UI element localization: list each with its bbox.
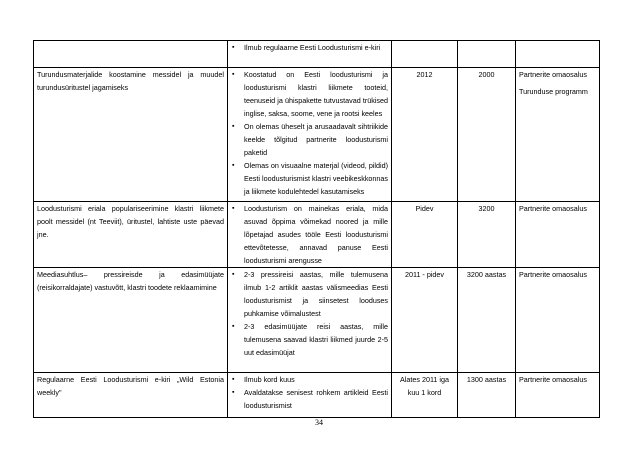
expected-results-cell <box>228 373 392 418</box>
table-row <box>34 268 600 373</box>
bullet-icon: ▪ <box>232 376 235 383</box>
list-item-text: Loodusturism on mainekas eriala, mida asuvad õppima võimekad noored ja mille lõpetajad asudes tööle Eesti loodusturismi ettevõtetesse, annavad panuse Eesti loodusturismi arengusse <box>244 204 388 265</box>
funding-source-cell <box>516 41 600 68</box>
cost-cell: 3200 aastas <box>458 268 516 373</box>
bullet-icon: ▪ <box>232 123 235 130</box>
timeframe-cell: Pidev <box>392 202 458 268</box>
list-item-text: On olemas üheselt ja arusaadavalt sihtriikide keelde tõlgitud partnerite loodusturismi paketid <box>244 122 388 157</box>
funding-source-cell <box>516 373 600 418</box>
cost-cell: 2000 <box>458 68 516 202</box>
table-row <box>34 202 600 268</box>
timeframe-cell: 2012 <box>392 68 458 202</box>
list-item <box>231 41 388 54</box>
expected-results-cell <box>228 41 392 68</box>
page-number: 34 <box>315 418 323 427</box>
timeframe-cell: Alates 2011 iga kuu 1 kord <box>392 373 458 418</box>
result-list <box>231 68 388 198</box>
funding-source-text: Partnerite omaosalus <box>519 204 587 213</box>
timeframe-cell <box>392 41 458 68</box>
bullet-icon: ▪ <box>232 389 235 396</box>
activity-description-cell: Loodusturismi eriala populariseerimine klastri liikmete poolt messidel (nt Teeviit), üritustel, lahtiste uste päevad jne. <box>34 202 228 268</box>
list-item-text: Koostatud on Eesti loodusturismi ja loodusturismi klastri liikmete tooteid, teenuseid ja ühispakette tutvustavad trükised inglise, saksa, soome, vene ja rootsi keeles <box>244 70 388 118</box>
list-item-text: Olemas on visuaalne materjal (videod, pildid) Eesti loodusturismist klastri veebikeskkonnas ja liikmete kodulehtedel kasutamiseks <box>244 161 388 196</box>
expected-results-cell <box>228 268 392 373</box>
activity-description-cell: Regulaarne Eesti Loodusturismi e-kiri „Wild Estonia weekly" <box>34 373 228 418</box>
list-item <box>231 202 388 267</box>
action-plan-table <box>33 40 600 418</box>
activity-description-cell: Meediasuhtlus– pressireisde ja edasimüüjate (reisikorraldajate) vastuvõtt, klastri toodete reklaamimine <box>34 268 228 373</box>
expected-results-cell <box>228 202 392 268</box>
table-row <box>34 41 600 68</box>
funding-source-cell <box>516 202 600 268</box>
funding-source-cell <box>516 268 600 373</box>
cost-cell <box>458 41 516 68</box>
result-list <box>231 41 388 54</box>
funding-source-text: Partnerite omaosalus <box>519 70 587 79</box>
activity-description-cell: Turundusmaterjalide koostamine messidel ja muudel turundusüritustel jagamiseks <box>34 68 228 202</box>
funding-source-text: Turunduse programm <box>519 87 588 96</box>
result-list <box>231 268 388 359</box>
bullet-icon: ▪ <box>232 271 235 278</box>
table-row <box>34 373 600 418</box>
expected-results-cell <box>228 68 392 202</box>
funding-source-text: Partnerite omaosalus <box>519 375 587 384</box>
list-item <box>231 386 388 412</box>
list-item-text: 2-3 edasimüüjate reisi aastas, mille tulemusena saavad klastri liikmed juurde 2-5 uut edasimüüjat <box>244 322 388 357</box>
timeframe-cell: 2011 - pidev <box>392 268 458 373</box>
activity-description-cell <box>34 41 228 68</box>
table-row <box>34 68 600 202</box>
list-item <box>231 268 388 320</box>
cost-cell: 3200 <box>458 202 516 268</box>
list-item <box>231 159 388 198</box>
list-item-text: Ilmub regulaarne Eesti Loodusturismi e-kiri <box>244 43 381 52</box>
bullet-icon: ▪ <box>232 162 235 169</box>
list-item <box>231 68 388 120</box>
list-item-text: 2-3 pressireisi aastas, mille tulemusena ilmub 1-2 artiklit aastas välismeedias Eesti loodusturismist ja siinsetest looduses puhkamise võimalustest <box>244 270 388 318</box>
funding-source-text: Partnerite omaosalus <box>519 270 587 279</box>
list-item <box>231 373 388 386</box>
bullet-icon: ▪ <box>232 71 235 78</box>
bullet-icon: ▪ <box>232 205 235 212</box>
list-item-text: Ilmub kord kuus <box>244 375 295 384</box>
bullet-icon: ▪ <box>232 323 235 330</box>
list-item-text: Avaldatakse senisest rohkem artikleid Eesti loodusturismist <box>244 388 388 410</box>
result-list <box>231 202 388 267</box>
cost-cell: 1300 aastas <box>458 373 516 418</box>
funding-source-cell <box>516 68 600 202</box>
bullet-icon: ▪ <box>232 44 235 51</box>
result-list <box>231 373 388 412</box>
list-item <box>231 120 388 159</box>
list-item <box>231 320 388 359</box>
